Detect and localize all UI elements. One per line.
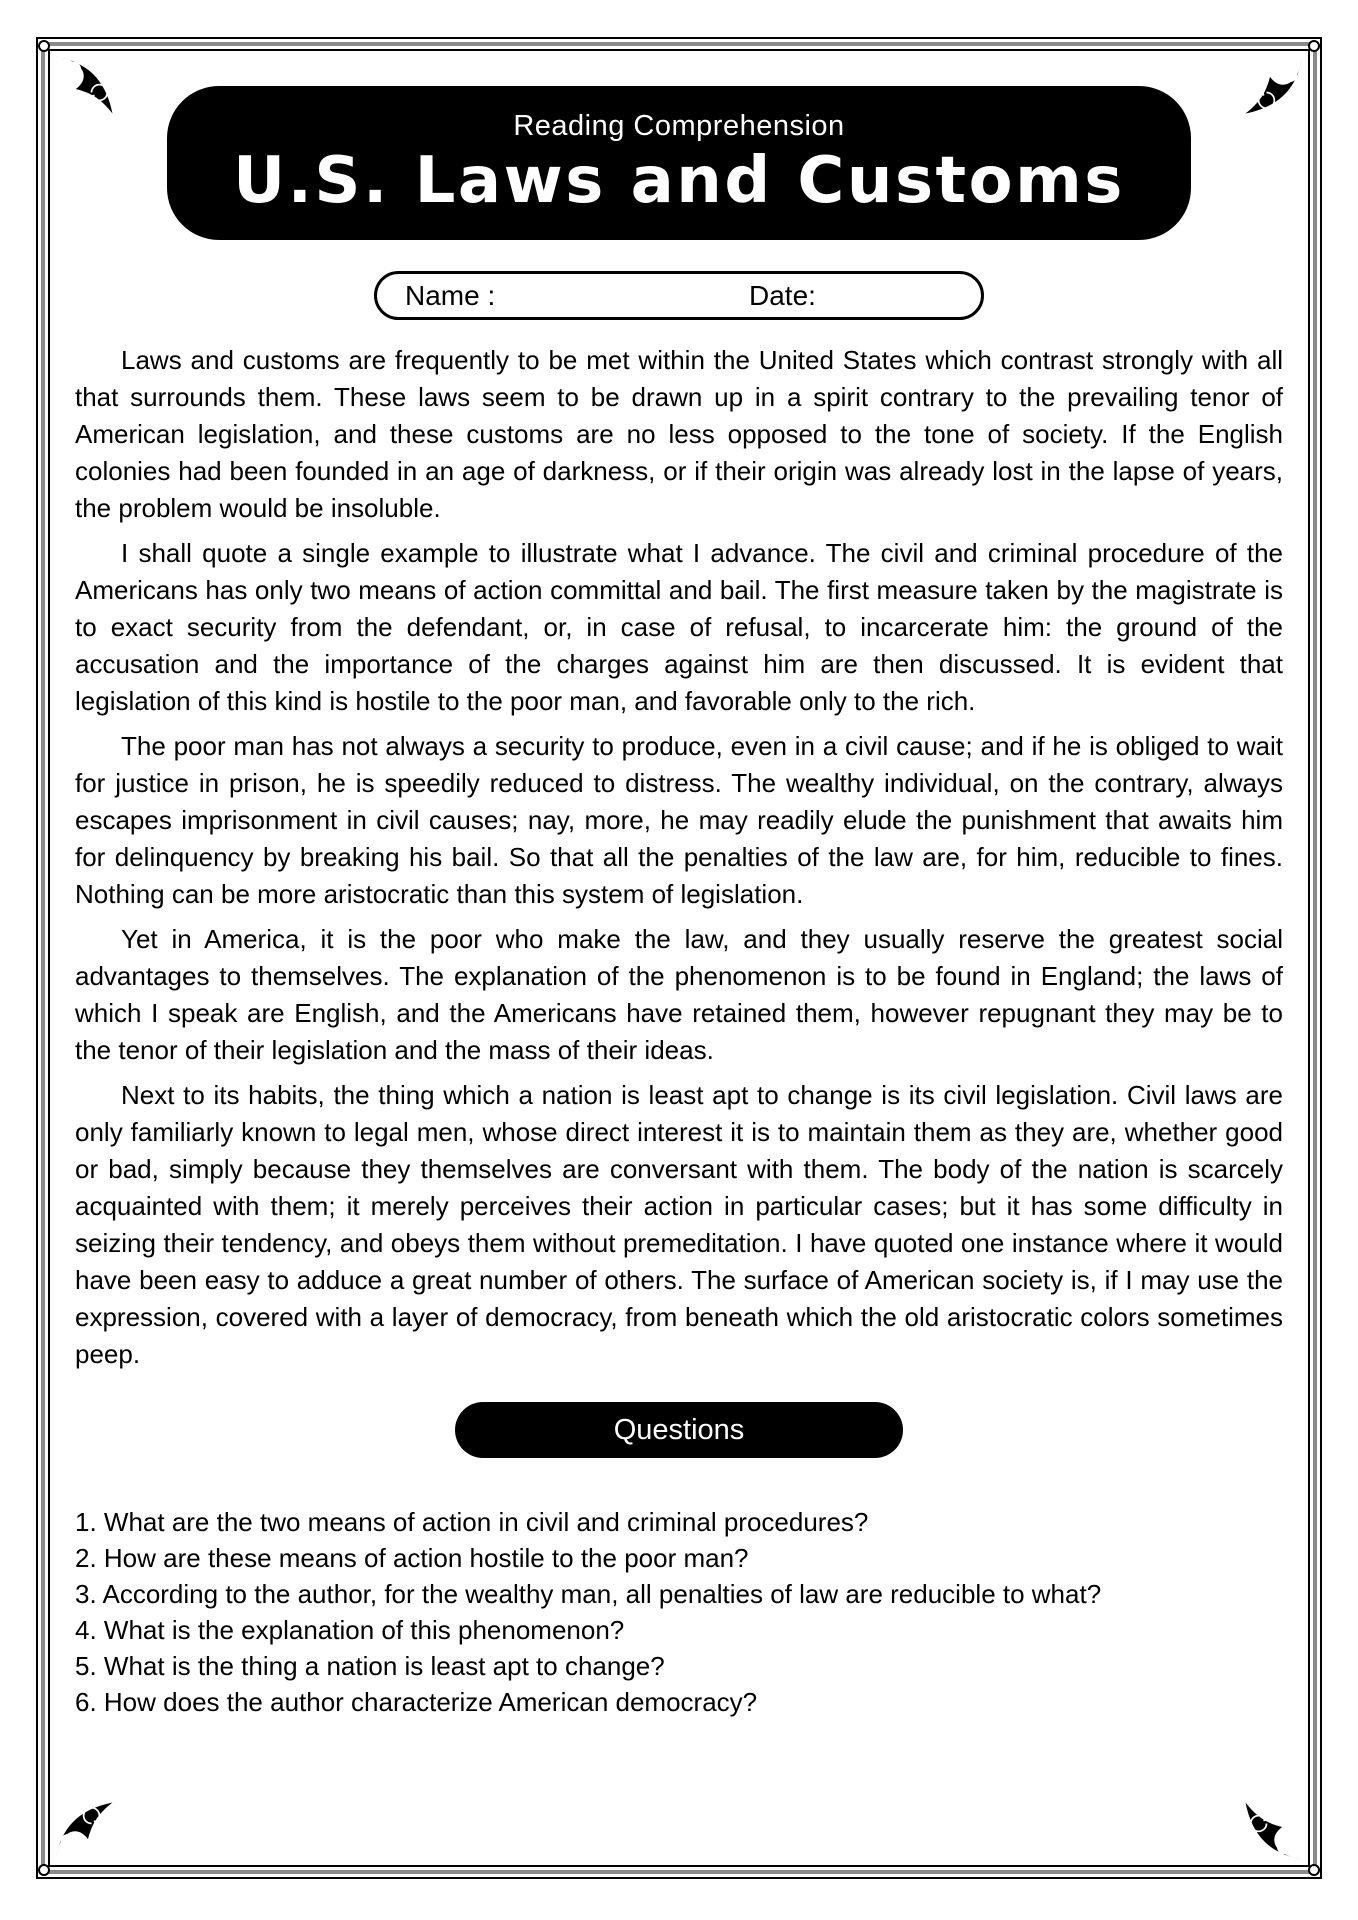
question-item-3: 3. According to the author, for the wealthy man, all penalties of law are reducible to what?	[75, 1579, 1102, 1609]
passage-paragraph-1: Laws and customs are frequently to be met within the United States which contrast strongly with all that surrounds them. These laws seem to be drawn up in a spirit contrary to the prevailing tenor of American legislation, and these customs are no less opposed to the tone of society. If the English colonies had been founded in an age of darkness, or if their origin was already lost in the lapse of years, the problem would be insoluble.	[75, 345, 1283, 523]
corner-flourish-icon	[1235, 1792, 1305, 1862]
date-label: Date:	[749, 279, 816, 311]
question-item-2: 2. How are these means of action hostile to the poor man?	[75, 1543, 749, 1573]
passage-paragraph-4: Yet in America, it is the poor who make the law, and they usually reserve the greatest social advantages to themselves. The explanation of the phenomenon is to be found in England; the laws of which I speak are English, and the Americans have retained them, however repugnant they may be to the tenor of their legislation and the mass of their ideas.	[75, 924, 1283, 1065]
question-item-5: 5. What is the thing a nation is least apt to change?	[75, 1651, 665, 1681]
question-item-1: 1. What are the two means of action in civil and criminal procedures?	[75, 1507, 869, 1537]
question-item-6: 6. How does the author characterize American democracy?	[75, 1687, 758, 1717]
corner-ring-icon	[38, 1864, 50, 1876]
name-date-field[interactable]	[374, 271, 984, 320]
page-title: U.S. Laws and Customs	[233, 144, 1125, 219]
corner-ring-icon	[1308, 1864, 1320, 1876]
title-banner	[167, 86, 1191, 240]
questions-list	[75, 1504, 1307, 1720]
question-item-4: 4. What is the explanation of this phenomenon?	[75, 1615, 625, 1645]
name-label: Name :	[405, 279, 496, 311]
reading-passage	[75, 342, 1283, 1373]
passage-paragraph-2: I shall quote a single example to illustrate what I advance. The civil and criminal procedure of the Americans has only two means of action committal and bail. The first measure taken by the magistrate is to exact security from the defendant, or, in case of refusal, to incarcerate him: the ground of the accusation and the importance of the charges against him are then discussed. It is evident that legislation of this kind is hostile to the poor man, and favorable only to the rich.	[75, 538, 1283, 716]
questions-section-header	[455, 1402, 903, 1458]
passage-paragraph-5: Next to its habits, the thing which a nation is least apt to change is its civil legislation. Civil laws are only familiarly known to legal men, whose direct interest it is to maintain them as they are, whether good or bad, simply because they themselves are conversant with them. The body of the nation is scarcely acquainted with them; it merely perceives their action in particular cases; but it has some difficulty in seizing their tendency, and obeys them without premeditation. I have quoted one instance where it would have been easy to adduce a great number of others. The surface of American society is, if I may use the expression, covered with a layer of democracy, from beneath which the old aristocratic colors sometimes peep.	[75, 1080, 1283, 1369]
corner-flourish-icon	[53, 1792, 123, 1862]
passage-paragraph-3: The poor man has not always a security to produce, even in a civil cause; and if he is obliged to wait for justice in prison, he is speedily reduced to distress. The wealthy individual, on the contrary, always escapes imprisonment in civil causes; nay, more, he may readily elude the punishment that awaits him for delinquency by breaking his bail. So that all the penalties of the law are, for him, reducible to fines. Nothing can be more aristocratic than this system of legislation.	[75, 731, 1283, 909]
questions-header-label: Questions	[613, 1413, 745, 1446]
worksheet-kicker: Reading Comprehension	[513, 110, 845, 143]
